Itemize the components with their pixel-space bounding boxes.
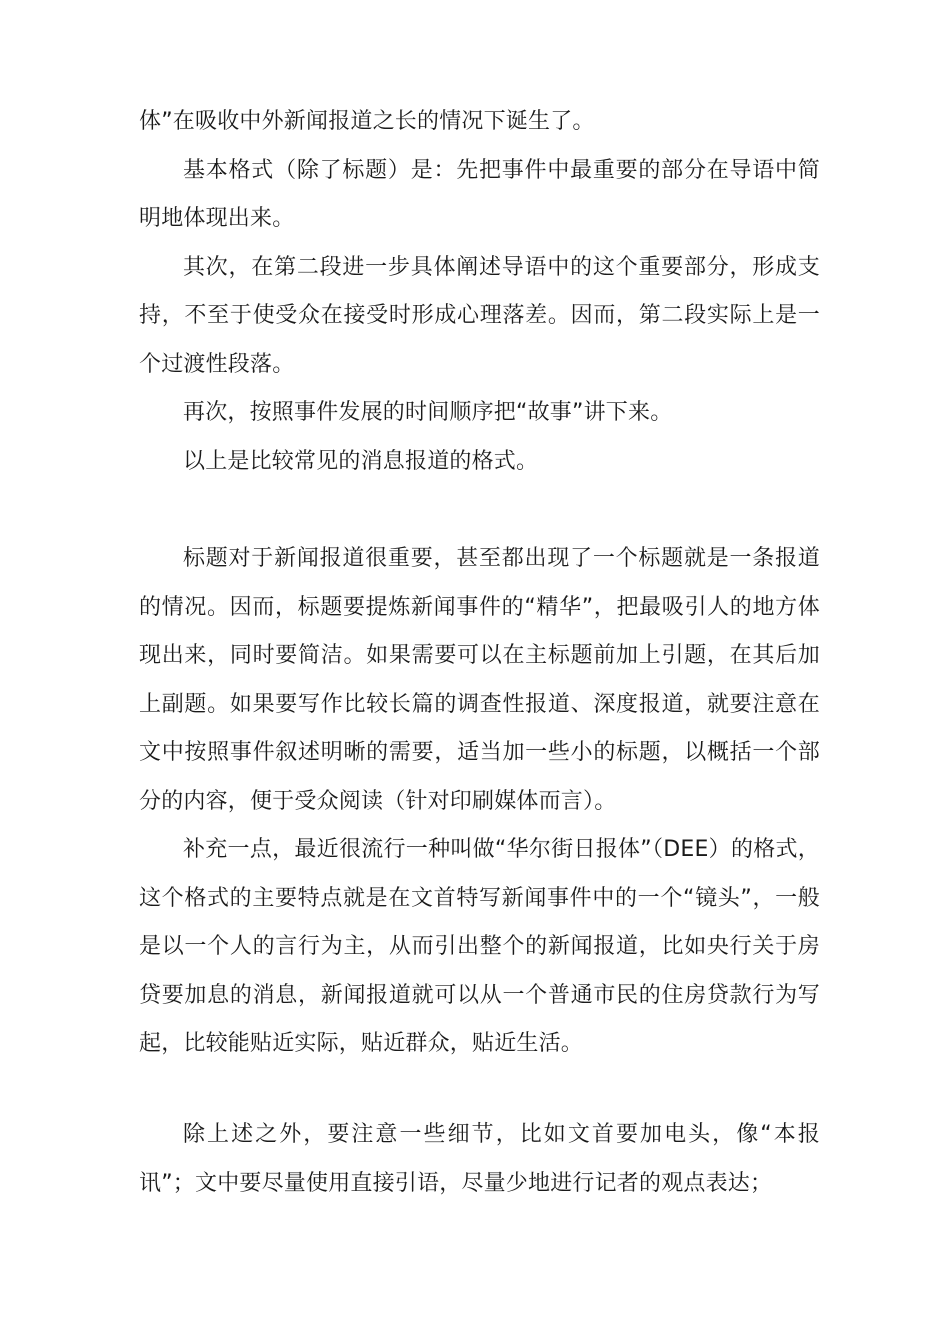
paragraph: 补充一点，最近很流行一种叫做“华尔街日报体”（DEE）的格式，这个格式的主要特点就是在文首特写新闻事件中的一个“镜头”，一般是以一个人的言行为主，从而引出整个的新闻报道，比如央行关于房贷要加息的消息，新闻报道就可以从一个普通市民的住房贷款行为写起，比较能贴近实际，贴近群众，贴近生活。 [139,837,820,1056]
paragraph: 除上述之外，要注意一些细节，比如文首要加电头，像“本报讯”；文中要尽量使用直接引语，尽量少地进行记者的观点表达； [139,1122,820,1196]
paragraph: 标题对于新闻报道很重要，甚至都出现了一个标题就是一条报道的情况。因而，标题要提炼新闻事件的“精华”，把最吸引人的地方体现出来，同时要简洁。如果需要可以在主标题前加上引题，在其后加上副题。如果要写作比较长篇的调查性报道、深度报道，就要注意在文中按照事件叙述明晰的需要，适当加一些小的标题，以概括一个部分的内容，便于受众阅读（针对印刷媒体而言）。 [139,546,820,814]
paragraph: 其次，在第二段进一步具体阐述导语中的这个重要部分，形成支持，不至于使受众在接受时形成心理落差。因而，第二段实际上是一个过渡性段落。 [139,254,820,377]
text-section-3 [139,1111,820,1208]
paragraph: 体”在吸收中外新闻报道之长的情况下诞生了。 [139,109,595,134]
text-section-1 [139,98,820,486]
paragraph: 再次，按照事件发展的时间顺序把“故事”讲下来。 [183,400,673,425]
text-section-2 [139,535,820,1069]
paragraph: 基本格式（除了标题）是：先把事件中最重要的部分在导语中简明地体现出来。 [139,157,820,231]
paragraph: 以上是比较常见的消息报道的格式。 [183,448,539,474]
